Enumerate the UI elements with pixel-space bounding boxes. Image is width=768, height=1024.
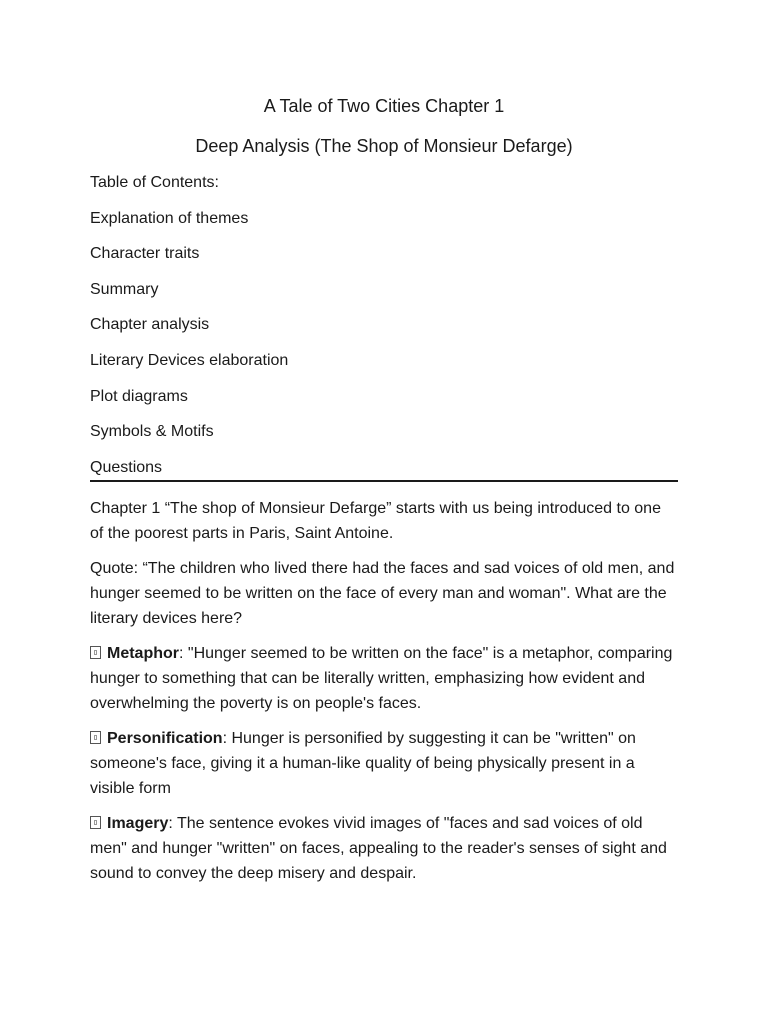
bullet-icon xyxy=(90,731,101,744)
device-description: : The sentence evokes vivid images of "faces and sad voices of old men" and hunger "written" on faces, appealing to the reader's senses of sight and sound to convey the deep misery and despair. xyxy=(90,815,667,882)
device-term: Imagery xyxy=(107,815,169,832)
bullet-icon xyxy=(90,646,101,659)
bullet-icon xyxy=(90,816,101,829)
toc-item-plot-diagrams: Plot diagrams xyxy=(90,387,188,405)
toc-item-questions: Questions xyxy=(90,458,163,476)
device-term: Metaphor xyxy=(107,645,179,662)
toc-heading: Table of Contents: xyxy=(90,174,219,191)
document-title: A Tale of Two Cities Chapter 1 xyxy=(263,96,505,116)
toc-item-summary: Summary xyxy=(90,280,159,298)
table-of-contents xyxy=(90,173,678,480)
device-description: : Hunger is personified by suggesting it can be "written" on someone's face, giving it a human-like quality of being physically present in a visible form xyxy=(90,730,636,797)
document-subtitle: Deep Analysis (The Shop of Monsieur Defarge) xyxy=(195,136,573,156)
toc-item-chapter-analysis: Chapter analysis xyxy=(90,316,210,334)
toc-item-themes: Explanation of themes xyxy=(90,209,249,227)
device-term: Personification xyxy=(107,730,223,747)
quote-paragraph: Quote: “The children who lived there had the faces and sad voices of old men, and hunger seemed to be written on the face of every man and woman". What are the literary devices here? xyxy=(90,560,675,627)
device-personification xyxy=(90,726,678,801)
section-divider xyxy=(90,480,678,482)
document-body xyxy=(90,496,678,896)
device-metaphor xyxy=(90,641,678,716)
toc-item-symbols-motifs: Symbols & Motifs xyxy=(90,423,214,441)
device-description: : "Hunger seemed to be written on the face" is a metaphor, comparing hunger to something that can be literally written, emphasizing how evident and overwhelming the poverty is on people's faces. xyxy=(90,645,673,712)
toc-item-literary-devices: Literary Devices elaboration xyxy=(90,351,289,369)
intro-paragraph: Chapter 1 “The shop of Monsieur Defarge” starts with us being introduced to one of the poorest parts in Paris, Saint Antoine. xyxy=(90,500,661,542)
toc-item-character-traits: Character traits xyxy=(90,245,200,263)
device-imagery xyxy=(90,811,678,886)
